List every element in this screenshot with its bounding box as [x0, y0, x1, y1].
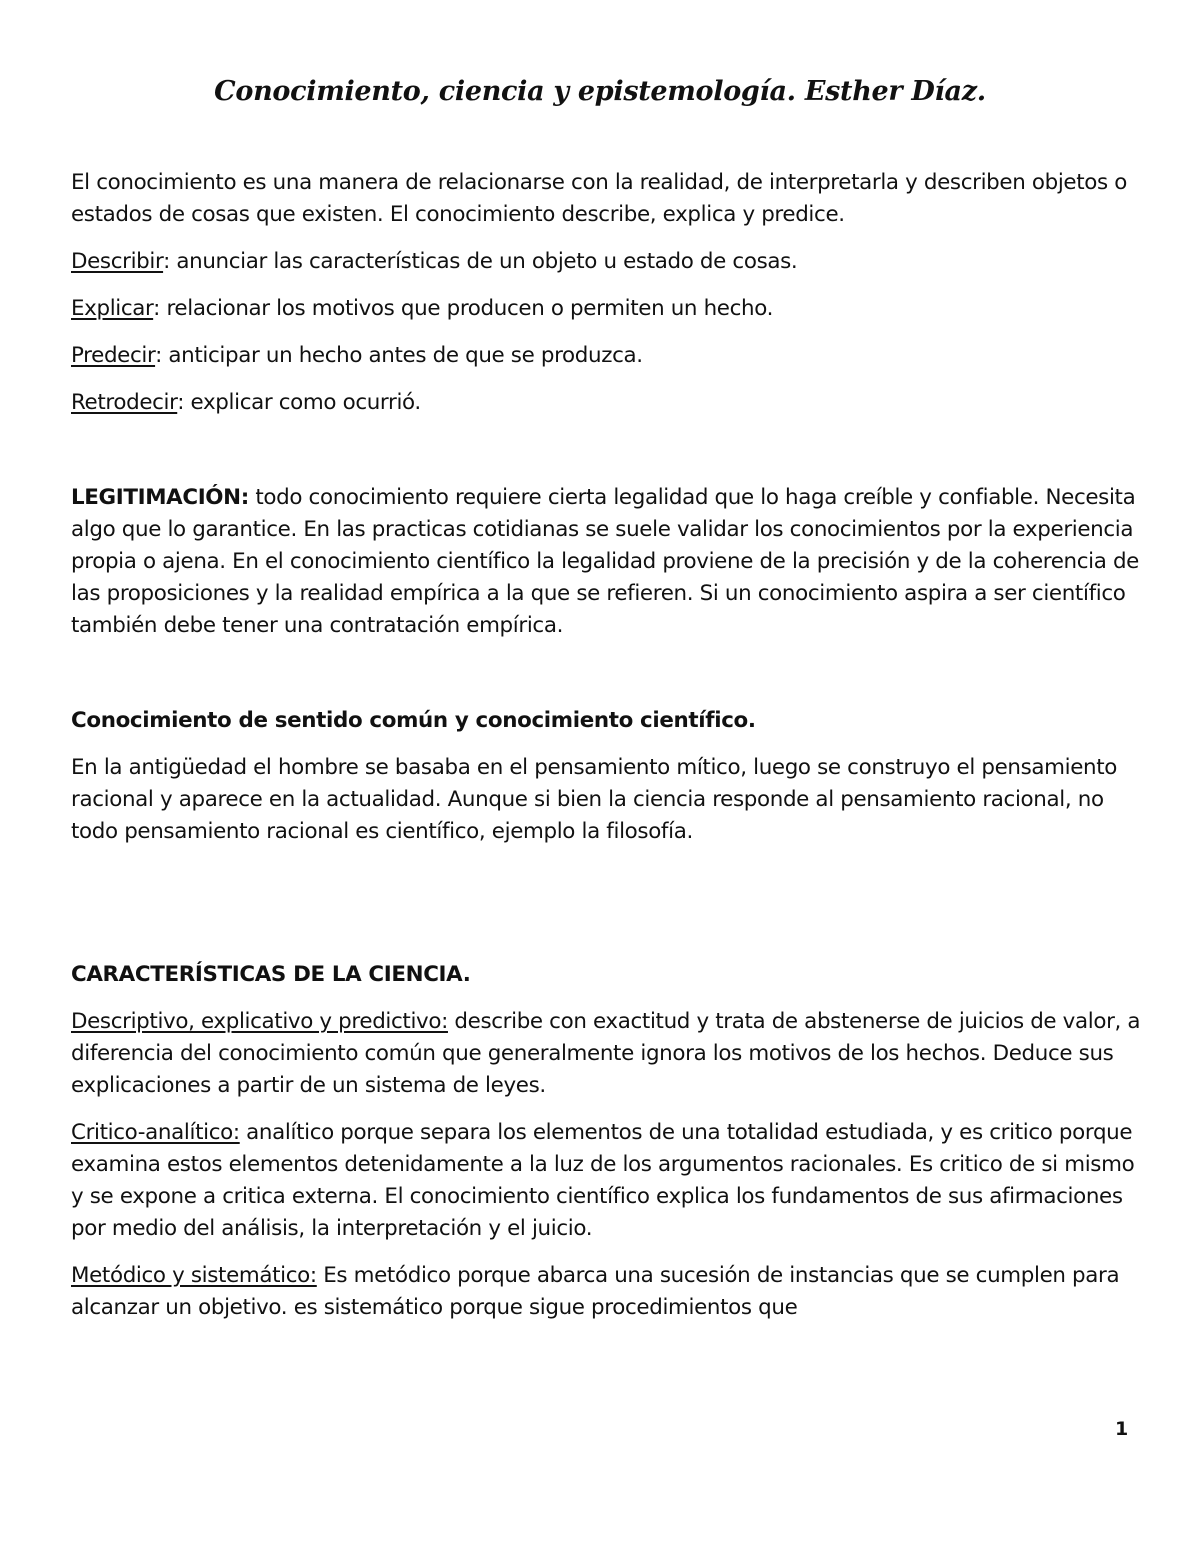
caracteristica-term: Critico-analítico: — [71, 1120, 240, 1145]
caracteristica-item — [71, 1117, 1141, 1245]
spacer — [71, 657, 1141, 705]
caracteristica-text: describe con exactitud y trata de abstenerse de juicios de valor, a diferencia del conocimiento común que generalmente ignora los motivos de los hechos. Deduce sus explicaciones a partir de un sistema de leyes. — [71, 1009, 1141, 1098]
definition-text: : relacionar los motivos que producen o permiten un hecho. — [153, 296, 774, 321]
sentido-comun-paragraph: En la antigüedad el hombre se basaba en el pensamiento mítico, luego se construyo el pensamiento racional y aparece en la actualidad. Aunque si bien la ciencia responde al pensamiento racional, no todo pensamiento racional es científico, ejemplo la filosofía. — [71, 755, 1118, 844]
definition-text: : anticipar un hecho antes de que se produzca. — [155, 343, 643, 368]
caracteristicas-heading: CARACTERÍSTICAS DE LA CIENCIA. — [71, 962, 471, 987]
caracteristica-term: Metódico y sistemático: — [71, 1263, 317, 1288]
caracteristica-item — [71, 1260, 1141, 1324]
definition-retrodecir — [71, 387, 1141, 419]
legitimacion-term: LEGITIMACIÓN: — [71, 485, 249, 510]
document-title: Conocimiento, ciencia y epistemología. Esther Díaz. — [214, 76, 986, 107]
definition-term: Describir — [71, 249, 164, 274]
legitimacion-paragraph — [71, 482, 1141, 642]
definition-explicar — [71, 293, 1141, 325]
definition-predecir — [71, 340, 1141, 372]
caracteristica-item — [71, 1006, 1141, 1102]
document-body — [71, 167, 1141, 1339]
definition-term: Predecir — [71, 343, 156, 368]
spacer — [71, 863, 1141, 959]
definition-text: : anunciar las características de un objeto u estado de cosas. — [163, 249, 798, 274]
caracteristica-text: Es metódico porque abarca una sucesión de instancias que se cumplen para alcanzar un objetivo. es sistemático porque sigue procedimientos que — [71, 1263, 1120, 1320]
intro-paragraph: El conocimiento es una manera de relacionarse con la realidad, de interpretarla y describen objetos o estados de cosas que existen. El conocimiento describe, explica y predice. — [71, 170, 1127, 227]
legitimacion-text: todo conocimiento requiere cierta legalidad que lo haga creíble y confiable. Necesita algo que lo garantice. En las practicas cotidianas se suele validar los conocimientos por la experiencia propia o ajena. En el conocimiento científico la legalidad proviene de la precisión y de la coherencia de las proposiciones y la realidad empírica a la que se refieren. Si un conocimiento aspira a ser científico también debe tener una contratación empírica. — [71, 485, 1139, 638]
definition-term: Explicar — [71, 296, 154, 321]
definition-term: Retrodecir — [71, 390, 178, 415]
spacer — [71, 434, 1141, 482]
definition-text: : explicar como ocurrió. — [177, 390, 421, 415]
sentido-comun-heading: Conocimiento de sentido común y conocimiento científico. — [71, 708, 756, 733]
definition-describir — [71, 246, 1141, 278]
caracteristica-text: analítico porque separa los elementos de una totalidad estudiada, y es critico porque examina estos elementos detenidamente a la luz de los argumentos racionales. Es critico de si mismo y se expone a critica externa. El conocimiento científico explica los fundamentos de sus afirmaciones por medio del análisis, la interpretación y el juicio. — [71, 1120, 1135, 1241]
caracteristica-term: Descriptivo, explicativo y predictivo: — [71, 1009, 448, 1034]
page-number: 1 — [1115, 1418, 1129, 1440]
